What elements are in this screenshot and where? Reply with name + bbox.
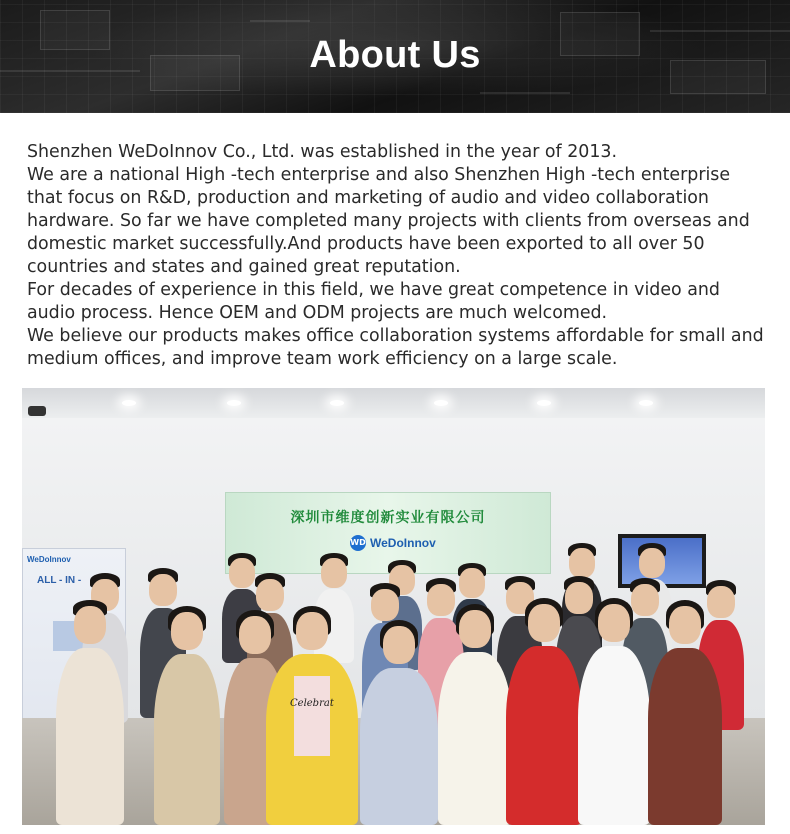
intro-paragraph: For decades of experience in this field, we have great competence in video and audio process. Hence OEM and ODM projects are much welcomed. [27, 280, 720, 323]
team-member [648, 600, 722, 825]
security-camera-icon [28, 406, 46, 416]
team-photo [22, 388, 765, 825]
sweatshirt-print: Celebrat [290, 698, 334, 709]
team-member [506, 598, 582, 825]
page-title: About Us [309, 34, 481, 76]
about-banner [0, 0, 790, 113]
intro-paragraph: We believe our products makes office collaboration systems affordable for small and medium offices, and improve team work efficiency on a large scale. [27, 326, 764, 369]
team-member [438, 604, 512, 825]
circuit-trace-decoration [650, 30, 790, 32]
ceiling-light [122, 400, 136, 406]
ceiling-light [330, 400, 344, 406]
wedoinnov-logo-icon: WD [350, 535, 366, 551]
team-member [360, 620, 438, 825]
team-member [266, 606, 358, 825]
sign-logo-text: WeDoInnov [370, 536, 436, 550]
team-member [154, 606, 220, 825]
intro-paragraph: We are a national High -tech enterprise and also Shenzhen High -tech enterprise that focus on R&D, production and marketing of audio and video collaboration hardware. So far we have completed many projects with clients from overseas and domestic market successfully.And products have been exported to all over 50 countries and states and gained great reputation. [27, 165, 750, 277]
circuit-trace-decoration [480, 92, 570, 94]
sign-company-name: 深圳市维度创新实业有限公司 [290, 510, 486, 526]
circuit-trace-decoration [250, 20, 310, 22]
sign-logo [350, 535, 436, 551]
company-intro [27, 141, 767, 371]
ceiling-light [434, 400, 448, 406]
stand-headline: ALL - IN - [37, 575, 82, 586]
stand-brand: WeDoInnov [27, 555, 71, 564]
ceiling-light [537, 400, 551, 406]
ceiling-light [639, 400, 653, 406]
team-member [56, 600, 124, 825]
team-member [578, 598, 650, 825]
ceiling-light [227, 400, 241, 406]
intro-paragraph: Shenzhen WeDoInnov Co., Ltd. was established in the year of 2013. [27, 142, 617, 162]
